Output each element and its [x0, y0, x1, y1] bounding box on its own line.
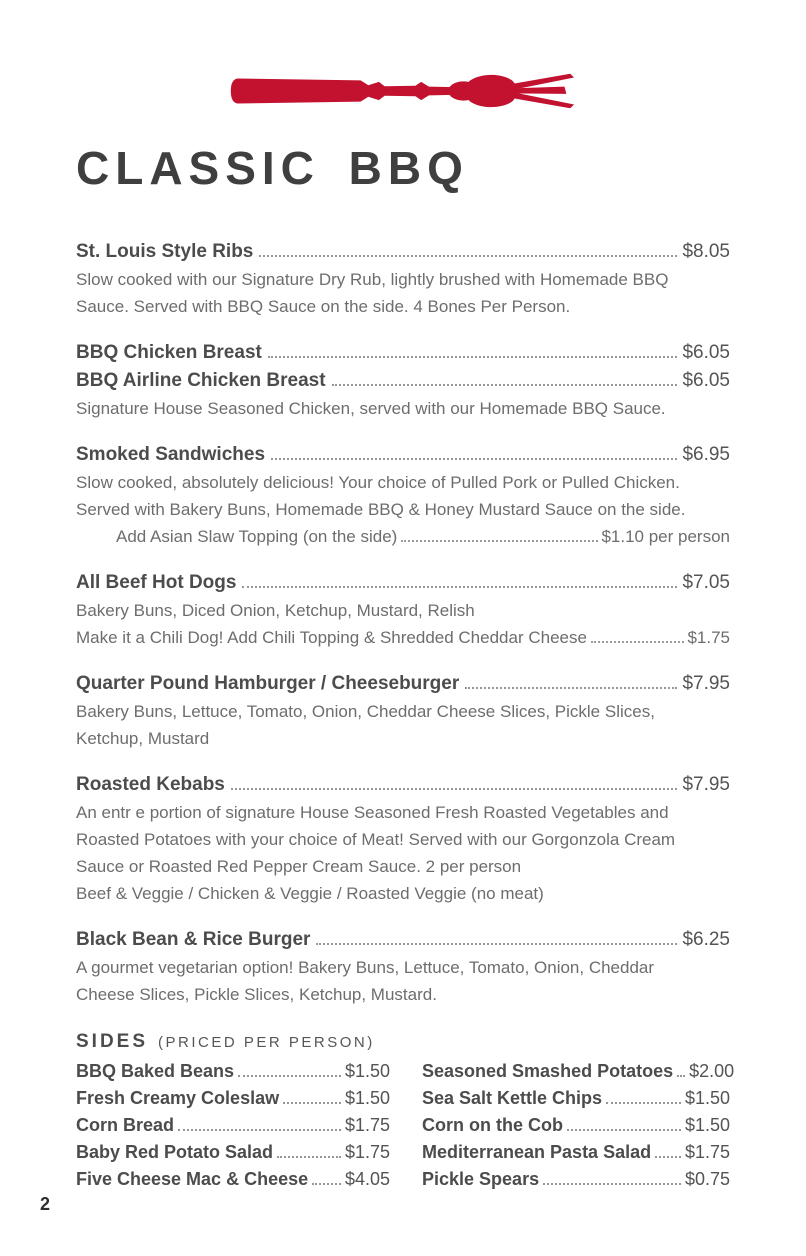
menu-item-ribs — [76, 238, 730, 320]
sides-title: SIDES — [76, 1031, 149, 1052]
item-row — [76, 926, 730, 954]
sides-columns — [76, 1058, 735, 1193]
item-row — [76, 367, 730, 395]
addon-price: $1.75 — [687, 628, 730, 647]
page-title: CLASSIC BBQ — [76, 142, 469, 194]
dot-leader — [567, 1129, 681, 1131]
item-name: Roasted Kebabs — [76, 774, 225, 795]
sides-section — [76, 1028, 735, 1193]
menu-list — [76, 238, 735, 1193]
side-price: $1.75 — [344, 1115, 390, 1135]
item-description: Roasted Potatoes with your choice of Meat! Served with our Gorgonzola Cream — [76, 830, 676, 849]
dot-leader — [401, 540, 598, 542]
item-price: $6.25 — [682, 929, 730, 950]
item-name: BBQ Chicken Breast — [76, 342, 262, 363]
side-item — [422, 1139, 730, 1166]
dot-leader — [543, 1183, 681, 1185]
sides-column-left — [76, 1058, 390, 1193]
side-name: Seasoned Smashed Potatoes — [422, 1061, 674, 1081]
fork-logo — [223, 0, 583, 116]
side-price: $0.75 — [684, 1169, 730, 1189]
side-price: $1.50 — [684, 1115, 730, 1135]
menu-item-hamburger — [76, 670, 730, 752]
item-name: St. Louis Style Ribs — [76, 241, 254, 262]
item-description: Bakery Buns, Diced Onion, Ketchup, Mustard, Relish — [76, 601, 475, 620]
addon-name: Add Asian Slaw Topping (on the side) — [116, 527, 398, 546]
item-name: All Beef Hot Dogs — [76, 572, 237, 593]
item-name: Smoked Sandwiches — [76, 444, 266, 465]
side-price: $4.05 — [344, 1169, 390, 1189]
item-name: Black Bean & Rice Burger — [76, 929, 311, 950]
side-name: Mediterranean Pasta Salad — [422, 1142, 652, 1162]
side-price: $1.75 — [344, 1142, 390, 1162]
page-number: 2 — [40, 1194, 51, 1214]
side-name: Corn on the Cob — [422, 1115, 563, 1135]
item-price: $7.95 — [682, 774, 730, 795]
dot-leader — [677, 1075, 685, 1077]
side-item — [76, 1166, 390, 1193]
side-item — [76, 1085, 390, 1112]
item-row — [76, 670, 730, 698]
item-description: An entr e portion of signature House Seasoned Fresh Roasted Vegetables and — [76, 803, 669, 822]
addon-price: $1.10 per person — [601, 527, 730, 546]
item-row — [76, 339, 730, 367]
item-row — [76, 569, 730, 597]
item-description: Beef & Veggie / Chicken & Veggie / Roasted Veggie (no meat) — [76, 884, 544, 903]
dot-leader — [591, 641, 685, 643]
menu-item-bbq-chicken — [76, 339, 730, 422]
item-name: Quarter Pound Hamburger / Cheeseburger — [76, 673, 460, 694]
side-item — [422, 1112, 730, 1139]
sides-header — [76, 1028, 730, 1057]
dot-leader — [312, 1183, 341, 1185]
dot-leader — [178, 1129, 341, 1131]
menu-item-kebabs — [76, 771, 730, 907]
dot-leader — [238, 1075, 341, 1077]
item-row — [76, 771, 730, 799]
sides-note: (PRICED PER PERSON) — [158, 1034, 375, 1051]
side-item — [76, 1112, 390, 1139]
item-addon — [76, 624, 730, 651]
item-name: BBQ Airline Chicken Breast — [76, 370, 326, 391]
item-description: Sauce. Served with BBQ Sauce on the side. 4 Bones Per Person. — [76, 297, 571, 316]
item-price: $6.95 — [682, 444, 730, 465]
dot-leader — [655, 1156, 681, 1158]
item-description: Slow cooked with our Signature Dry Rub, lightly brushed with Homemade BBQ — [76, 270, 669, 289]
item-description: A gourmet vegetarian option! Bakery Buns, Lettuce, Tomato, Onion, Cheddar — [76, 958, 655, 977]
dot-leader — [332, 384, 678, 386]
side-name: Baby Red Potato Salad — [76, 1142, 274, 1162]
addon-name: Make it a Chili Dog! Add Chili Topping & Shredded Cheddar Cheese — [76, 628, 587, 647]
side-name: Fresh Creamy Coleslaw — [76, 1088, 280, 1108]
dot-leader — [231, 788, 678, 790]
dot-leader — [242, 586, 677, 588]
side-item — [422, 1085, 730, 1112]
item-description: Ketchup, Mustard — [76, 729, 210, 748]
item-description: Bakery Buns, Lettuce, Tomato, Onion, Cheddar Cheese Slices, Pickle Slices, — [76, 702, 655, 721]
side-price: $1.75 — [684, 1142, 730, 1162]
fork-icon — [223, 66, 579, 116]
dot-leader — [283, 1102, 341, 1104]
menu-item-black-bean-burger — [76, 926, 730, 1008]
menu-item-hot-dogs — [76, 569, 730, 651]
side-name: Pickle Spears — [422, 1169, 540, 1189]
side-price: $2.00 — [689, 1061, 735, 1081]
item-price: $7.05 — [682, 572, 730, 593]
item-description: Sauce or Roasted Red Pepper Cream Sauce. 2 per person — [76, 857, 522, 876]
dot-leader — [606, 1102, 681, 1104]
dot-leader — [316, 943, 677, 945]
item-row — [76, 238, 730, 266]
item-description: Signature House Seasoned Chicken, served with our Homemade BBQ Sauce. — [76, 399, 666, 418]
side-price: $1.50 — [684, 1088, 730, 1108]
dot-leader — [277, 1156, 341, 1158]
menu-item-smoked-sandwiches — [76, 441, 730, 550]
item-addon — [76, 523, 730, 550]
item-description: Slow cooked, absolutely delicious! Your choice of Pulled Pork or Pulled Chicken. — [76, 473, 680, 492]
item-description: Cheese Slices, Pickle Slices, Ketchup, Mustard. — [76, 985, 437, 1004]
sides-column-right — [422, 1058, 735, 1193]
item-price: $6.05 — [682, 342, 730, 363]
dot-leader — [465, 687, 677, 689]
side-item — [76, 1139, 390, 1166]
side-item — [422, 1058, 735, 1085]
side-name: Sea Salt Kettle Chips — [422, 1088, 603, 1108]
item-price: $6.05 — [682, 370, 730, 391]
side-name: BBQ Baked Beans — [76, 1061, 235, 1081]
dot-leader — [268, 356, 678, 358]
item-description: Served with Bakery Buns, Homemade BBQ & Honey Mustard Sauce on the side. — [76, 500, 686, 519]
dot-leader — [271, 458, 677, 460]
side-name: Corn Bread — [76, 1115, 175, 1135]
side-price: $1.50 — [344, 1088, 390, 1108]
side-name: Five Cheese Mac & Cheese — [76, 1169, 309, 1189]
side-price: $1.50 — [344, 1061, 390, 1081]
side-item — [76, 1058, 390, 1085]
item-price: $8.05 — [682, 241, 730, 262]
item-price: $7.95 — [682, 673, 730, 694]
side-item — [422, 1166, 730, 1193]
dot-leader — [259, 255, 677, 257]
item-row — [76, 441, 730, 469]
